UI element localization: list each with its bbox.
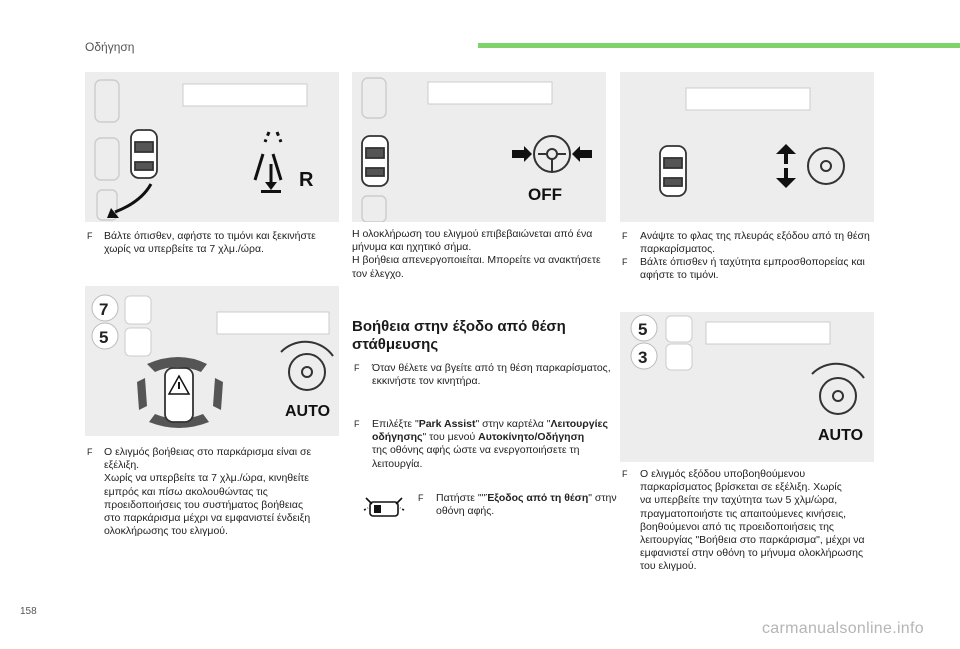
steering-wheel-icon <box>281 342 333 390</box>
instruction-select-gear: Βάλτε όπισθεν ή ταχύτητα εμπροσθοπορείας και αφήστε το τιμόνι. <box>640 256 865 282</box>
off-label: OFF <box>528 185 562 204</box>
car-icon <box>660 146 686 196</box>
illustration-assist-progress <box>85 286 339 436</box>
section-accent-bar <box>478 43 960 48</box>
svg-text:5: 5 <box>99 328 109 347</box>
reverse-path-icon <box>255 132 281 184</box>
illustration-reverse-start <box>85 72 339 222</box>
instruction-assist-progress: Ο ελιγμός βοήθειας στο παρκάρισμα είναι σε εξέλιξη. Χωρίς να υπερβείτε τα 7 χλμ./ώρα, κινηθείτε εμπρός και πίσω ακολουθώντας τις προειδοποιήσεις του συστήματος βοήθειας στο παρκάρισμα μέχρι να εμφανιστεί ένδειξη ολοκλήρωσης του ελιγμού. <box>104 446 312 538</box>
bullet-icon: F <box>87 447 93 457</box>
bullet-icon: F <box>622 469 628 479</box>
auto-label: AUTO <box>285 403 331 420</box>
instruction-press-exit: Πατήστε ""Έξοδος από τη θέση" στην οθόνη αφής. <box>436 492 617 518</box>
illustration-exit-indicator <box>620 72 874 222</box>
exit-space-button-icon <box>362 494 406 520</box>
instruction-exit-progress: Ο ελιγμός εξόδου υποβοηθούμενου παρκαρίσματος βρίσκεται σε εξέλιξη. Χωρίς να υπερβείτε την ταχύτητα των 5 χλμ/ώρα, πραγματοποιήστε τις απαιτούμενες κινήσεις, βοηθούμενοι από τις προειδοποιήσεις της λειτουργίας "Βοήθεια στο παρκάρισμα", μέχρι να εμφανιστεί στην οθόνη το μήνυμα ολοκλήρωσης του ελιγμού. <box>640 468 865 573</box>
svg-text:3: 3 <box>638 348 648 367</box>
bullet-icon: F <box>87 231 93 241</box>
watermark: carmanualsonline.info <box>762 620 924 637</box>
exit-assist-heading: Βοήθεια στην έξοδο από θέση στάθμευσης <box>352 318 566 353</box>
bullet-icon: F <box>622 257 628 267</box>
steering-wheel-icon <box>812 364 864 414</box>
auto-label: AUTO <box>818 427 864 444</box>
car-icon <box>131 130 157 178</box>
step-badge <box>92 295 118 349</box>
steering-wheel-icon <box>534 136 570 172</box>
up-down-arrows-icon <box>776 144 796 188</box>
steering-wheel-icon <box>808 148 844 184</box>
page-number: 158 <box>20 606 37 617</box>
bullet-icon: F <box>354 419 360 429</box>
instruction-start-engine: Όταν θέλετε να βγείτε από τη θέση παρκαρίσματος, εκκινήστε τον κινητήρα. <box>372 362 611 388</box>
svg-text:7: 7 <box>99 300 109 319</box>
step-badge <box>631 315 657 369</box>
illustration-manoeuvre-off <box>352 72 606 222</box>
gear-r-label: R <box>299 169 314 191</box>
bullet-icon: F <box>622 231 628 241</box>
car-icon <box>362 136 388 186</box>
section-title: Οδήγηση <box>85 40 135 54</box>
bullet-icon: F <box>354 363 360 373</box>
instruction-indicator: Ανάψτε το φλας της πλευράς εξόδου από τη θέση παρκαρίσματος. <box>640 230 870 256</box>
bullet-icon: F <box>418 493 424 503</box>
illustration-exit-progress <box>620 312 874 462</box>
svg-text:5: 5 <box>638 320 648 339</box>
completion-note: Η ολοκλήρωση του ελιγμού επιβεβαιώνεται από ένα μήνυμα και ηχητικό σήμα. Η βοήθεια απενεργοποιείται. Μπορείτε να ανακτήσετε τον έλεγχο. <box>352 228 601 280</box>
instruction-reverse: Βάλτε όπισθεν, αφήστε το τιμόνι και ξεκινήστε χωρίς να υπερβείτε τα 7 χλμ./ώρα. <box>104 230 316 256</box>
instruction-select-park-assist: Επιλέξτε "Park Assist" στην καρτέλα "Λειτουργίες οδήγησης" του μενού Αυτοκίνητο/Οδήγηση της οθόνης αφής ώστε να ενεργοποιήσετε τη λειτουργία. <box>372 418 608 470</box>
